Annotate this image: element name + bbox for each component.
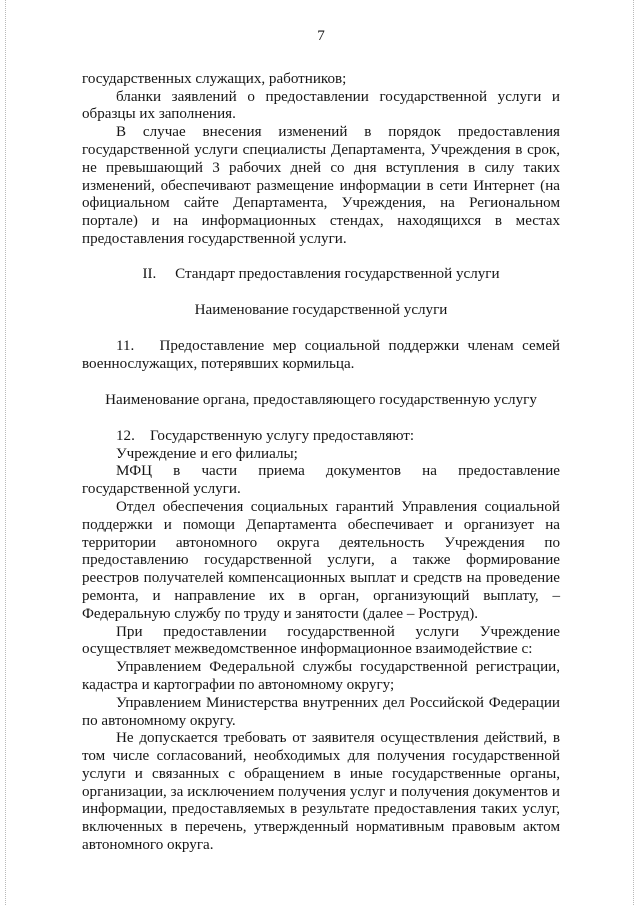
paragraph-application-forms: бланки заявлений о предоставлении государственной услуги и образцы их заполнения. <box>82 88 560 123</box>
document-page <box>82 28 564 855</box>
paragraph-mfc: МФЦ в части приема документов на предоставление государственной услуги. <box>82 463 560 498</box>
paragraph-changes-procedure: В случае внесения изменений в порядок предоставления государственной услуги специалисты Департамента, Учреждения в срок, не превышающий 3 рабочих дней со дня вступления в силу таких изменений, обеспечивают размещение информации в сети Интернет (на официальном сайте Департамента, Учреждения, на Региональном портале) и на информационных стендах, находящихся в местах предоставления государственной услуги. <box>82 124 560 247</box>
subheading-service-name: Наименование государственной услуги <box>194 301 448 318</box>
paragraph-department-unit: Отдел обеспечения социальных гарантий Управления социальной поддержки и помощи Департамента обеспечивает и организует на территории автономного округа деятельность Учреждения по предоставлению государственной услуги, а также формирование реестров получателей компенсационных выплат и средств на проведение ремонта, и направление их в орган, организующий выплату, – Федеральную службу по труду и занятости (далее – Роструд). <box>82 498 560 622</box>
subheading-providing-body: Наименование органа, предоставляющего государственную услугу <box>105 391 537 408</box>
paragraph-institution-branches: Учреждение и его филиалы; <box>116 445 298 462</box>
paragraph-continuation: государственных служащих, работников; <box>82 70 347 87</box>
scan-edge-left <box>5 0 6 905</box>
paragraph-interagency-interaction: При предоставлении государственной услуги Учреждение осуществляет межведомственное информационное взаимодействие с: <box>82 623 560 658</box>
paragraph-item-12: 12. Государственную услугу предоставляют: <box>116 427 415 444</box>
section-heading-standard: II. Стандарт предоставления государственной услуги <box>142 265 500 282</box>
paragraph-prohibited-requirements: Не допускается требовать от заявителя осуществления действий, в том числе согласований, необходимых для получения государственной услуги и связанных с обращением в иные государственные органы, организации, за исключением получения услуг и получения документов и информации, предоставляемых в результате предоставления таких услуг, включенных в перечень, утвержденный нормативным правовым актом автономного округа. <box>82 730 560 854</box>
page-number: 7 <box>317 28 325 44</box>
paragraph-rosreestr: Управлением Федеральной службы государственной регистрации, кадастра и картографии по автономному округу; <box>82 659 560 693</box>
paragraph-interior-ministry: Управлением Министерства внутренних дел Российской Федерации по автономному округу. <box>82 694 560 729</box>
scan-edge-right <box>633 0 634 905</box>
paragraph-item-11: 11. Предоставление мер социальной поддержки членам семей военнослужащих, потерявших кормильца. <box>82 338 564 373</box>
